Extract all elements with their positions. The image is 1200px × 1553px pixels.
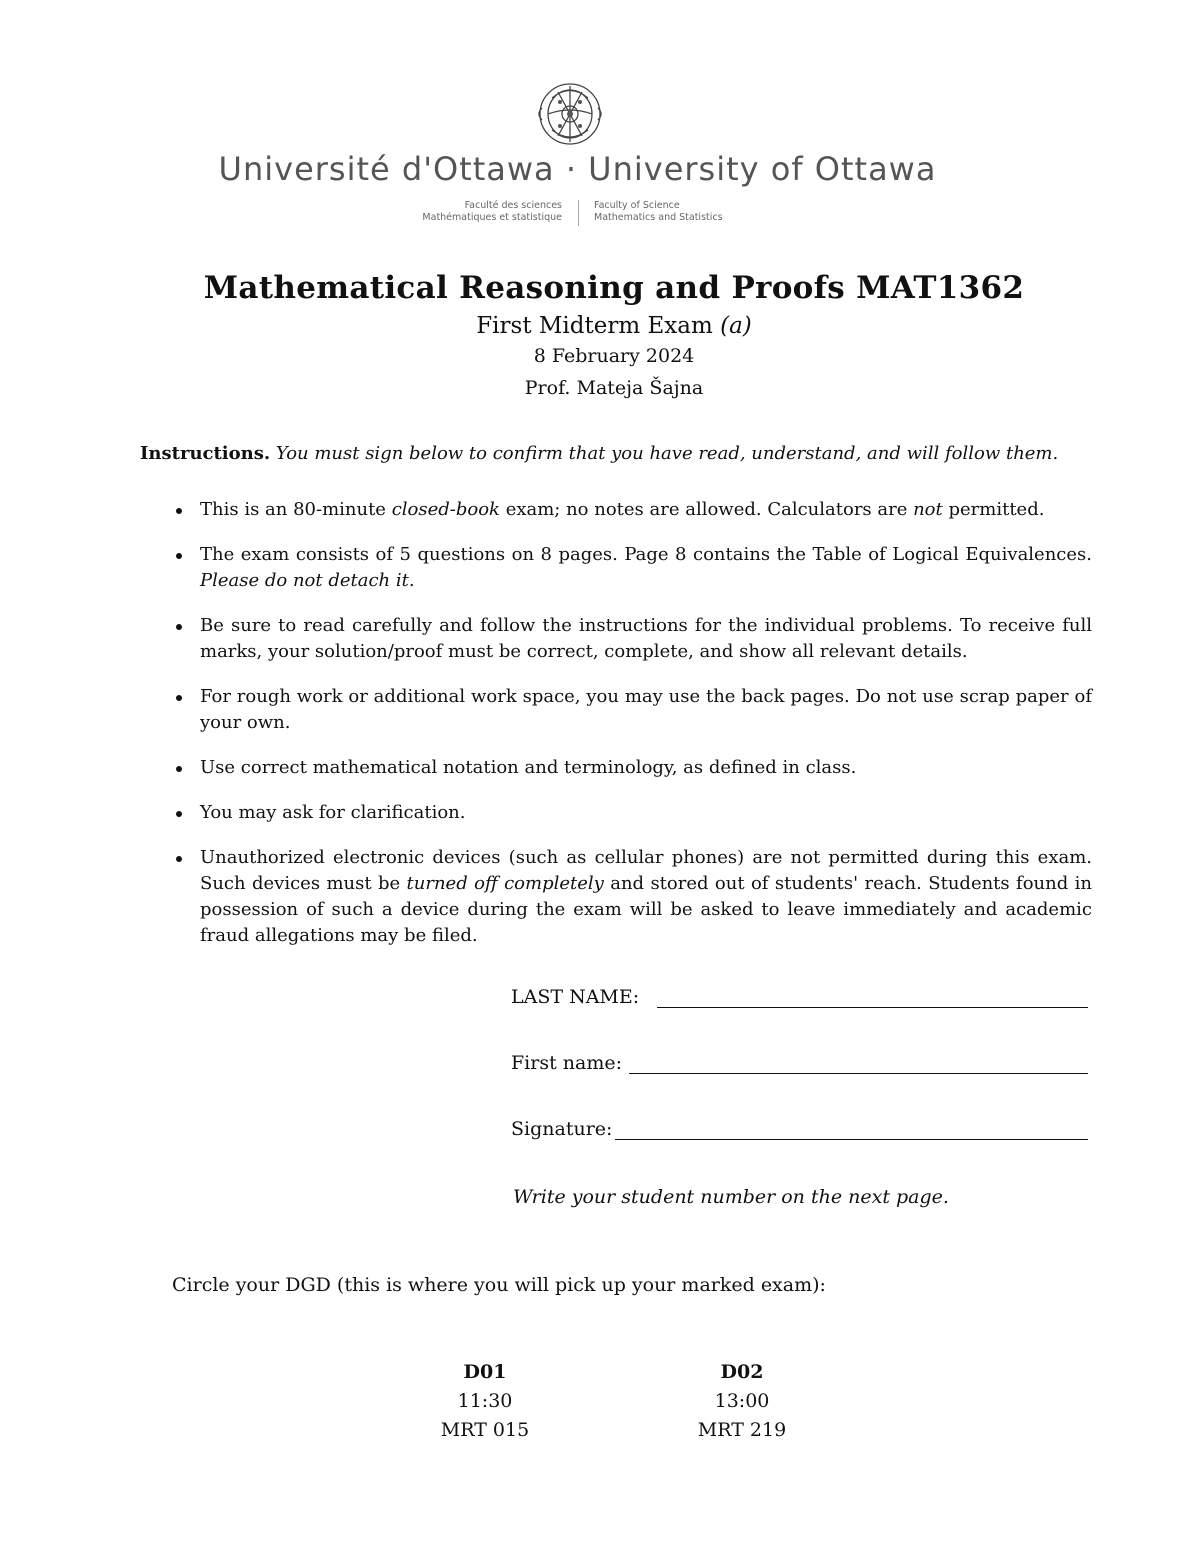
faculty-en-line-2: Mathematics and Statistics <box>594 212 723 223</box>
exam-title: Mathematical Reasoning and Proofs MAT1362 <box>203 270 1025 306</box>
bullet-icon <box>176 624 182 630</box>
bullet-icon <box>176 508 182 514</box>
last-name-field[interactable] <box>511 982 1088 1012</box>
instructions-intro <box>140 441 1090 466</box>
instruction-item: You may ask for clarification. <box>172 800 1092 826</box>
first-name-label: First name: <box>511 1052 622 1074</box>
instructions-heading: Instructions. <box>140 443 271 464</box>
dgd-option-d02[interactable] <box>662 1358 822 1445</box>
dgd-room: MRT 219 <box>697 1419 787 1441</box>
dgd-prompt: Circle your DGD (this is where you will pick up your marked exam): <box>172 1274 826 1296</box>
instruction-list <box>172 497 1092 968</box>
last-name-line[interactable] <box>657 1007 1088 1008</box>
bullet-icon <box>176 553 182 559</box>
exam-date: 8 February 2024 <box>533 345 695 367</box>
instruction-item: Unauthorized electronic devices (such as cellular phones) are not permitted during this exam. Such devices must be turned off completely and stored out of students' reach. Students found in possession of such a device during the exam will be asked to leave immediately and academic fraud allegations may be filed. <box>172 845 1092 949</box>
faculty-fr-line-2: Mathématiques et statistique <box>422 212 562 223</box>
faculty-divider <box>578 200 579 226</box>
professor-name: Prof. Mateja Šajna <box>524 377 704 399</box>
instruction-item: The exam consists of 5 questions on 8 pages. Page 8 contains the Table of Logical Equivalences. Please do not detach it. <box>172 542 1092 594</box>
instruction-item: This is an 80-minute closed-book exam; no notes are allowed. Calculators are not permitted. <box>172 497 1092 523</box>
signature-label: Signature: <box>511 1118 613 1140</box>
exam-subtitle-text: First Midterm Exam <box>476 313 713 339</box>
first-name-line[interactable] <box>629 1073 1088 1074</box>
exam-variant: (a) <box>720 313 752 339</box>
dgd-code: D01 <box>463 1361 507 1383</box>
faculty-en-line-1: Faculty of Science <box>594 200 680 211</box>
faculty-fr-line-1: Faculté des sciences <box>464 200 562 211</box>
dgd-time: 11:30 <box>457 1390 513 1412</box>
signature-field[interactable] <box>511 1114 1088 1144</box>
instructions-text: You must sign below to confirm that you have read, understand, and will follow them. <box>275 443 1059 464</box>
bullet-icon <box>176 811 182 817</box>
instruction-item: Use correct mathematical notation and terminology, as defined in class. <box>172 755 1092 781</box>
instruction-item: For rough work or additional work space, you may use the back pages. Do not use scrap paper of your own. <box>172 684 1092 736</box>
university-name: Université d'Ottawa · University of Ottawa <box>218 150 937 188</box>
dgd-code: D02 <box>720 1361 764 1383</box>
exam-subtitle <box>0 313 1200 339</box>
faculty-name-english <box>594 200 834 224</box>
faculty-name-french <box>300 200 562 224</box>
bullet-icon <box>176 695 182 701</box>
dgd-time: 13:00 <box>714 1390 770 1412</box>
signature-line[interactable] <box>615 1139 1088 1140</box>
dgd-option-d01[interactable] <box>405 1358 565 1445</box>
first-name-field[interactable] <box>511 1048 1088 1078</box>
bullet-icon <box>176 766 182 772</box>
dgd-room: MRT 015 <box>440 1419 530 1441</box>
instruction-item: Be sure to read carefully and follow the instructions for the individual problems. To receive full marks, your solution/proof must be correct, complete, and show all relevant details. <box>172 613 1092 665</box>
last-name-label: LAST NAME: <box>511 986 640 1008</box>
university-crest-icon <box>530 78 610 150</box>
bullet-icon <box>176 856 182 862</box>
student-number-note: Write your student number on the next page. <box>513 1186 949 1208</box>
